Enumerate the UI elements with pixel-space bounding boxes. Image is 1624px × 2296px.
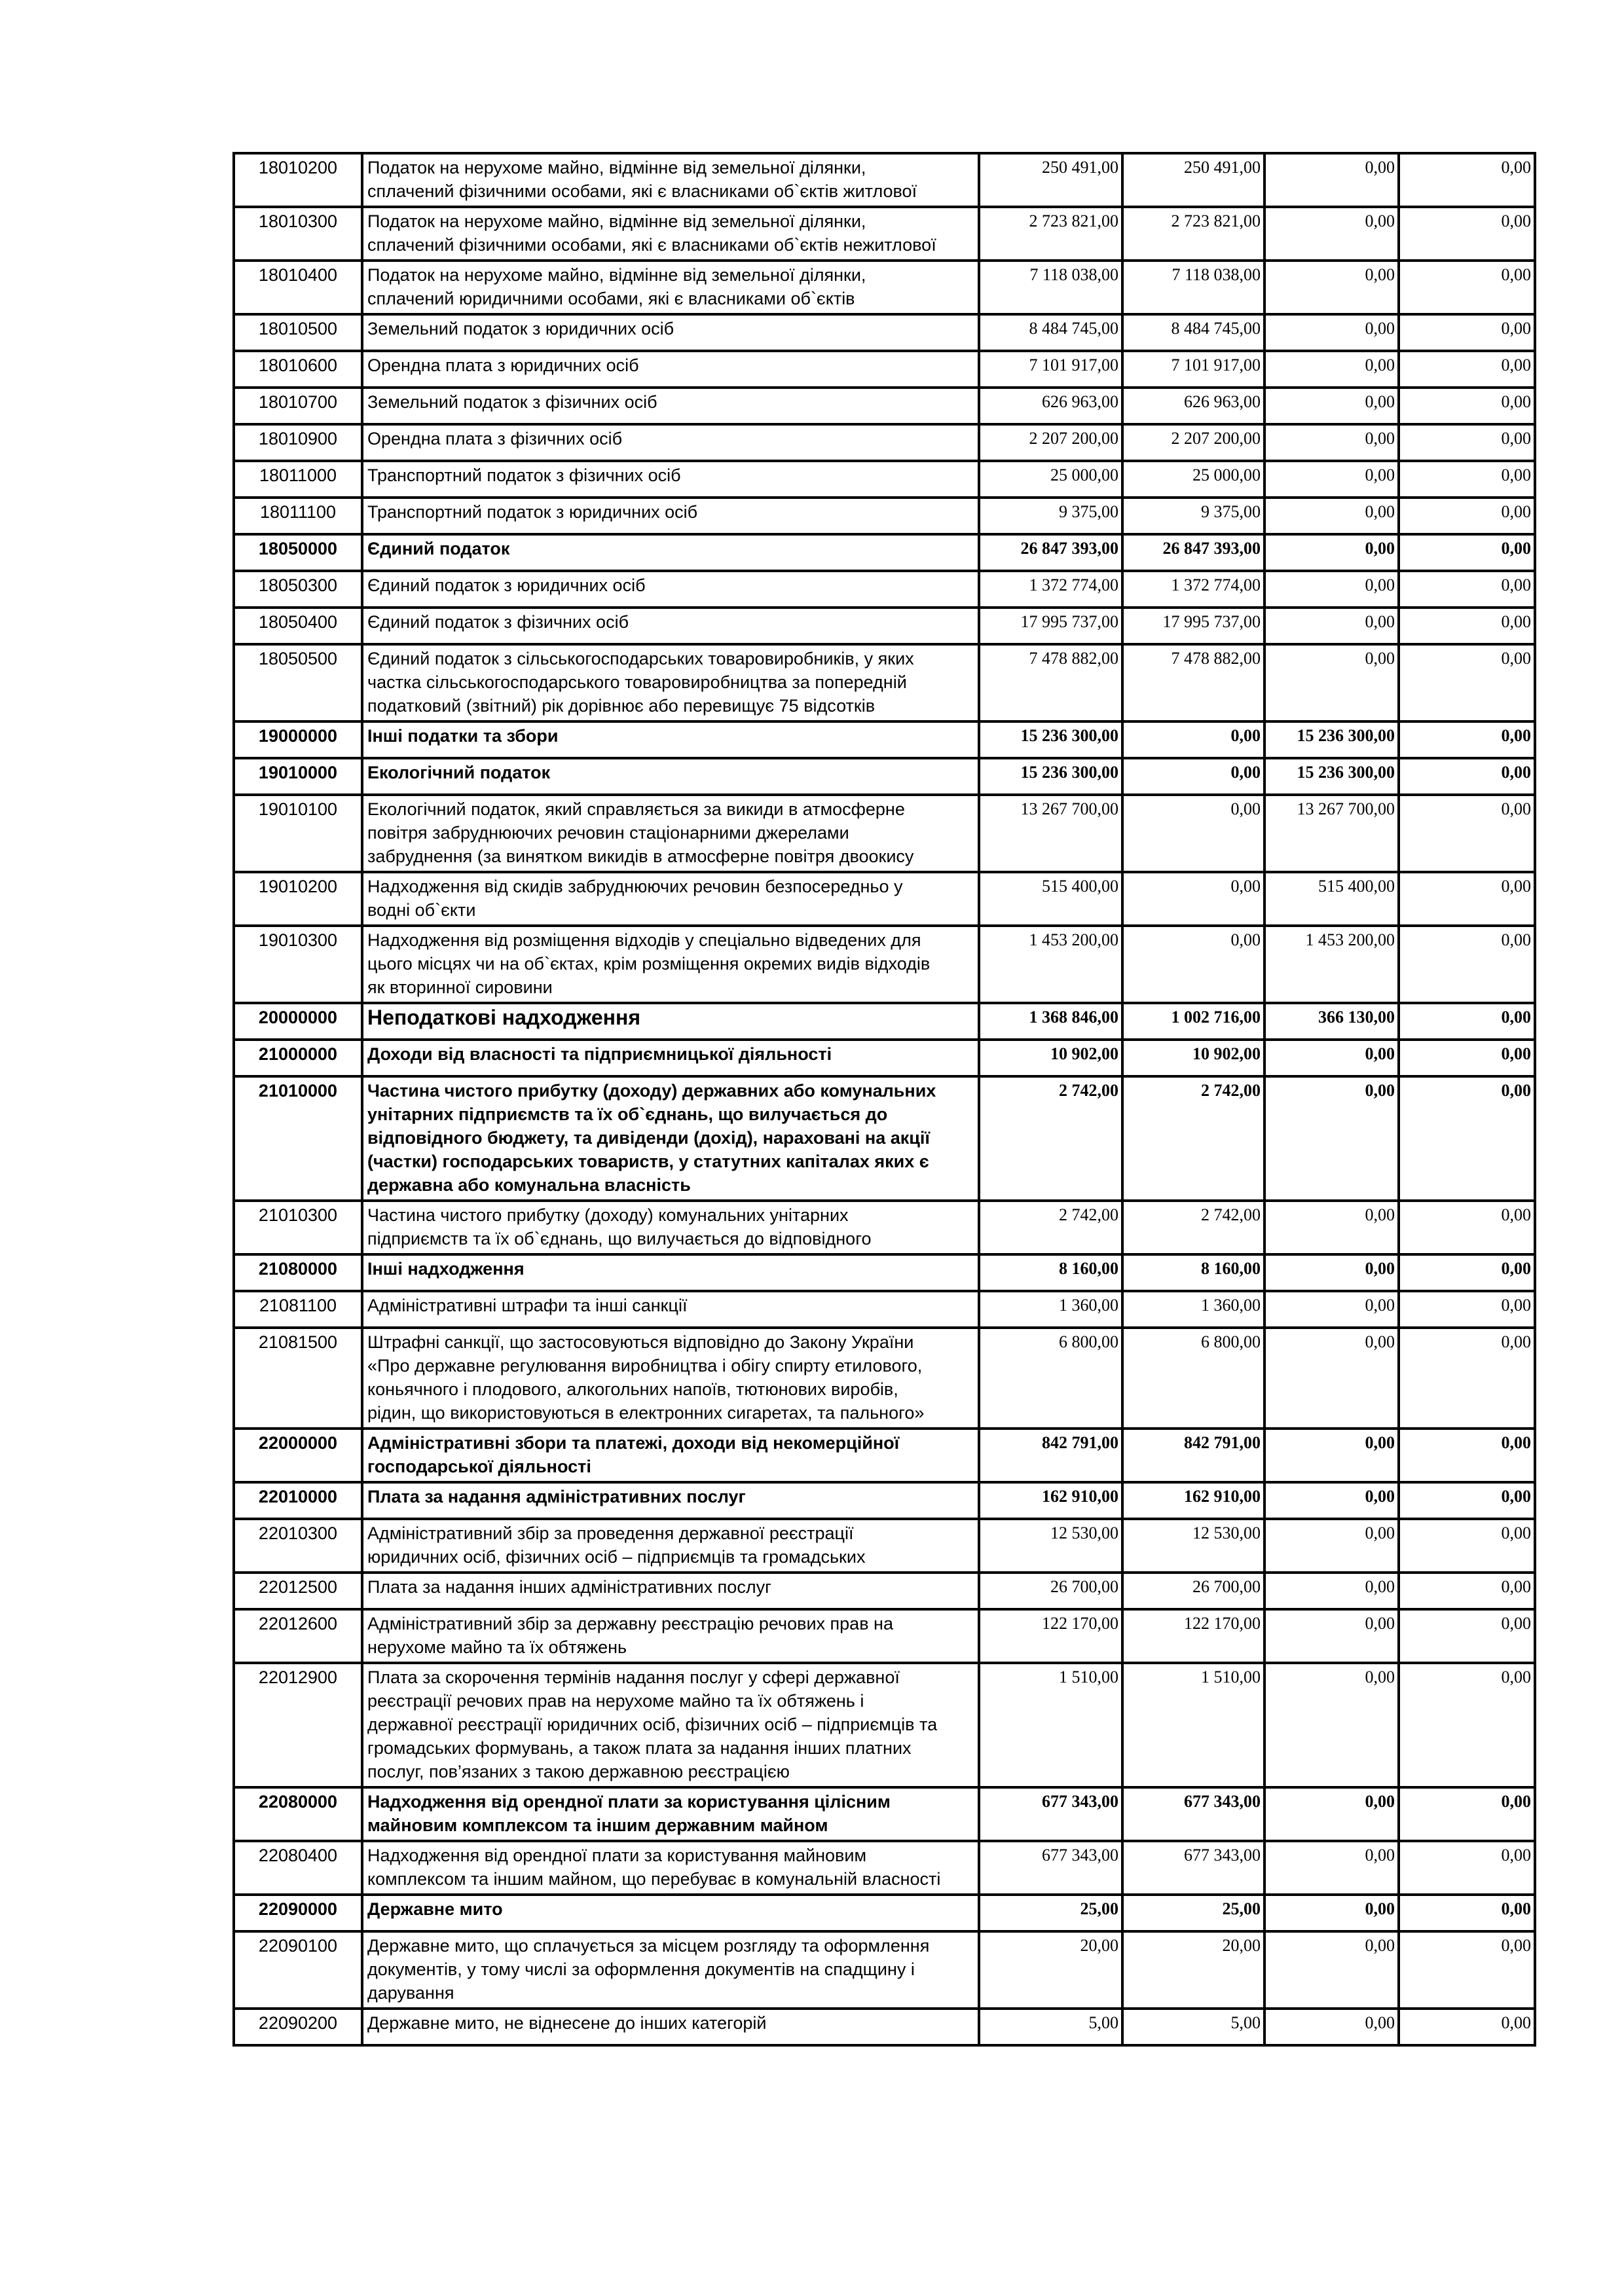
table-row [234,758,1535,795]
revenue-name-cell: Державне мито [362,1895,979,1931]
table-row [234,388,1535,424]
table-row [234,261,1535,314]
special-fund-cell: 0,00 [1264,2009,1399,2045]
classification-code-cell: 20000000 [234,1003,362,1040]
revenue-name-cell: Орендна плата з юридичних осіб [362,351,979,388]
revenue-name-cell: Земельний податок з фізичних осіб [362,388,979,424]
table-row [234,644,1535,721]
revenue-name-cell: Екологічний податок [362,758,979,795]
development-budget-cell: 0,00 [1399,1663,1535,1787]
total-amount-cell: 626 963,00 [979,388,1122,424]
development-budget-cell: 0,00 [1399,1573,1535,1609]
classification-code-cell: 18010500 [234,314,362,351]
table-row [234,1040,1535,1076]
development-budget-cell: 0,00 [1399,1291,1535,1328]
general-fund-cell: 1 510,00 [1122,1663,1264,1787]
total-amount-cell: 13 267 700,00 [979,795,1122,872]
table-row [234,721,1535,758]
special-fund-cell: 0,00 [1264,1787,1399,1841]
total-amount-cell: 15 236 300,00 [979,721,1122,758]
development-budget-cell: 0,00 [1399,351,1535,388]
development-budget-cell: 0,00 [1399,424,1535,461]
total-amount-cell: 2 207 200,00 [979,424,1122,461]
revenue-name-cell: Плата за скорочення термінів надання послуг у сфері державної реєстрації речових прав на нерухоме майно та їх обтяжень і державної реєстрації юридичних осіб, фізичних осіб – підприємців та громадських формувань, а також плата за надання інших платних послуг, пов’язаних з такою державною реєстрацією [362,1663,979,1787]
revenue-name-cell: Державне мито, що сплачується за місцем розгляду та оформлення документів, у тому числі за оформлення документів на спадщину і дарування [362,1931,979,2009]
table-row [234,2009,1535,2045]
general-fund-cell: 7 118 038,00 [1122,261,1264,314]
total-amount-cell: 677 343,00 [979,1787,1122,1841]
total-amount-cell: 26 700,00 [979,1573,1122,1609]
total-amount-cell: 677 343,00 [979,1841,1122,1895]
table-row [234,1003,1535,1040]
total-amount-cell: 1 372 774,00 [979,571,1122,608]
total-amount-cell: 6 800,00 [979,1328,1122,1429]
general-fund-cell: 26 700,00 [1122,1573,1264,1609]
special-fund-cell: 0,00 [1264,1429,1399,1482]
total-amount-cell: 515 400,00 [979,872,1122,926]
total-amount-cell: 17 995 737,00 [979,608,1122,644]
general-fund-cell: 6 800,00 [1122,1328,1264,1429]
classification-code-cell: 21081500 [234,1328,362,1429]
development-budget-cell: 0,00 [1399,1787,1535,1841]
classification-code-cell: 18010900 [234,424,362,461]
development-budget-cell: 0,00 [1399,2009,1535,2045]
total-amount-cell: 7 118 038,00 [979,261,1122,314]
general-fund-cell: 25 000,00 [1122,461,1264,498]
development-budget-cell: 0,00 [1399,926,1535,1003]
table-row [234,1609,1535,1663]
table-row [234,1482,1535,1519]
classification-code-cell: 21010300 [234,1201,362,1254]
general-fund-cell: 1 372 774,00 [1122,571,1264,608]
table-row [234,1573,1535,1609]
development-budget-cell: 0,00 [1399,644,1535,721]
total-amount-cell: 1 510,00 [979,1663,1122,1787]
special-fund-cell: 0,00 [1264,153,1399,207]
special-fund-cell: 0,00 [1264,1328,1399,1429]
revenue-table [232,152,1536,2047]
special-fund-cell: 0,00 [1264,571,1399,608]
table-row [234,571,1535,608]
special-fund-cell: 0,00 [1264,1482,1399,1519]
special-fund-cell: 0,00 [1264,534,1399,571]
table-row [234,424,1535,461]
classification-code-cell: 18011100 [234,498,362,534]
general-fund-cell: 2 742,00 [1122,1201,1264,1254]
development-budget-cell: 0,00 [1399,534,1535,571]
general-fund-cell: 10 902,00 [1122,1040,1264,1076]
revenue-name-cell: Єдиний податок [362,534,979,571]
classification-code-cell: 18050000 [234,534,362,571]
classification-code-cell: 18050300 [234,571,362,608]
development-budget-cell: 0,00 [1399,1841,1535,1895]
special-fund-cell: 0,00 [1264,1076,1399,1201]
classification-code-cell: 18050400 [234,608,362,644]
development-budget-cell: 0,00 [1399,1931,1535,2009]
special-fund-cell: 0,00 [1264,261,1399,314]
revenue-name-cell: Плата за надання адміністративних послуг [362,1482,979,1519]
development-budget-cell: 0,00 [1399,1609,1535,1663]
development-budget-cell: 0,00 [1399,872,1535,926]
classification-code-cell: 19010200 [234,872,362,926]
table-row [234,926,1535,1003]
total-amount-cell: 5,00 [979,2009,1122,2045]
development-budget-cell: 0,00 [1399,1040,1535,1076]
development-budget-cell: 0,00 [1399,1519,1535,1573]
classification-code-cell: 22000000 [234,1429,362,1482]
table-row [234,153,1535,207]
revenue-name-cell: Транспортний податок з фізичних осіб [362,461,979,498]
general-fund-cell: 7 101 917,00 [1122,351,1264,388]
revenue-name-cell: Транспортний податок з юридичних осіб [362,498,979,534]
total-amount-cell: 1 453 200,00 [979,926,1122,1003]
revenue-name-cell: Податок на нерухоме майно, відмінне від земельної ділянки, сплачений фізичними особами, які є власниками об`єктів нежитлової [362,207,979,261]
table-row [234,1201,1535,1254]
classification-code-cell: 19010000 [234,758,362,795]
special-fund-cell: 0,00 [1264,314,1399,351]
special-fund-cell: 0,00 [1264,1931,1399,2009]
classification-code-cell: 22010000 [234,1482,362,1519]
classification-code-cell: 18010200 [234,153,362,207]
total-amount-cell: 2 723 821,00 [979,207,1122,261]
table-row [234,1254,1535,1291]
total-amount-cell: 122 170,00 [979,1609,1122,1663]
special-fund-cell: 0,00 [1264,498,1399,534]
revenue-name-cell: Адміністративні штрафи та інші санкції [362,1291,979,1328]
classification-code-cell: 21010000 [234,1076,362,1201]
table-row [234,1663,1535,1787]
general-fund-cell: 626 963,00 [1122,388,1264,424]
development-budget-cell: 0,00 [1399,498,1535,534]
revenue-name-cell: Адміністративні збори та платежі, доходи від некомерційної господарської діяльності [362,1429,979,1482]
general-fund-cell: 2 723 821,00 [1122,207,1264,261]
table-row [234,1519,1535,1573]
revenue-name-cell: Штрафні санкції, що застосовуються відповідно до Закону України «Про державне регулювання виробництва і обігу спирту етилового, коньячного і плодового, алкогольних напоїв, тютюнових виробів, рідин, що використовуються в електронних сигаретах, та пального» [362,1328,979,1429]
total-amount-cell: 1 360,00 [979,1291,1122,1328]
classification-code-cell: 19010300 [234,926,362,1003]
total-amount-cell: 162 910,00 [979,1482,1122,1519]
classification-code-cell: 22012900 [234,1663,362,1787]
general-fund-cell: 8 484 745,00 [1122,314,1264,351]
revenue-name-cell: Інші надходження [362,1254,979,1291]
table-row [234,314,1535,351]
table-row [234,534,1535,571]
total-amount-cell: 2 742,00 [979,1201,1122,1254]
general-fund-cell: 7 478 882,00 [1122,644,1264,721]
revenue-name-cell: Надходження від скидів забруднюючих речовин безпосередньо у водні об`єкти [362,872,979,926]
special-fund-cell: 15 236 300,00 [1264,758,1399,795]
table-row [234,795,1535,872]
development-budget-cell: 0,00 [1399,1254,1535,1291]
revenue-name-cell: Єдиний податок з юридичних осіб [362,571,979,608]
revenue-name-cell: Інші податки та збори [362,721,979,758]
special-fund-cell: 0,00 [1264,1519,1399,1573]
revenue-name-cell: Податок на нерухоме майно, відмінне від земельної ділянки, сплачений юридичними особами, які є власниками об`єктів [362,261,979,314]
general-fund-cell: 0,00 [1122,721,1264,758]
total-amount-cell: 7 478 882,00 [979,644,1122,721]
classification-code-cell: 22080400 [234,1841,362,1895]
special-fund-cell: 0,00 [1264,388,1399,424]
revenue-name-cell: Надходження від орендної плати за користування майновим комплексом та іншим майном, що перебуває в комунальній власності [362,1841,979,1895]
development-budget-cell: 0,00 [1399,314,1535,351]
revenue-name-cell: Доходи від власності та підприємницької діяльності [362,1040,979,1076]
total-amount-cell: 15 236 300,00 [979,758,1122,795]
total-amount-cell: 7 101 917,00 [979,351,1122,388]
development-budget-cell: 0,00 [1399,261,1535,314]
table-row [234,1076,1535,1201]
table-row [234,872,1535,926]
table-row [234,207,1535,261]
general-fund-cell: 12 530,00 [1122,1519,1264,1573]
revenue-name-cell: Адміністративний збір за проведення державної реєстрації юридичних осіб, фізичних осіб – підприємців та громадських [362,1519,979,1573]
special-fund-cell: 0,00 [1264,207,1399,261]
development-budget-cell: 0,00 [1399,721,1535,758]
revenue-name-cell: Державне мито, не віднесене до інших категорій [362,2009,979,2045]
classification-code-cell: 22090000 [234,1895,362,1931]
general-fund-cell: 842 791,00 [1122,1429,1264,1482]
special-fund-cell: 0,00 [1264,1841,1399,1895]
total-amount-cell: 25,00 [979,1895,1122,1931]
total-amount-cell: 26 847 393,00 [979,534,1122,571]
classification-code-cell: 22090100 [234,1931,362,2009]
total-amount-cell: 1 368 846,00 [979,1003,1122,1040]
development-budget-cell: 0,00 [1399,388,1535,424]
special-fund-cell: 0,00 [1264,1663,1399,1787]
special-fund-cell: 0,00 [1264,424,1399,461]
total-amount-cell: 842 791,00 [979,1429,1122,1482]
classification-code-cell: 22090200 [234,2009,362,2045]
revenue-name-cell: Надходження від розміщення відходів у спеціально відведених для цього місцях чи на об`єктах, крім розміщення окремих видів відходів як вторинної сировини [362,926,979,1003]
general-fund-cell: 25,00 [1122,1895,1264,1931]
special-fund-cell: 0,00 [1264,608,1399,644]
development-budget-cell: 0,00 [1399,608,1535,644]
development-budget-cell: 0,00 [1399,461,1535,498]
development-budget-cell: 0,00 [1399,758,1535,795]
general-fund-cell: 250 491,00 [1122,153,1264,207]
development-budget-cell: 0,00 [1399,1201,1535,1254]
table-row [234,1787,1535,1841]
general-fund-cell: 17 995 737,00 [1122,608,1264,644]
general-fund-cell: 0,00 [1122,872,1264,926]
general-fund-cell: 0,00 [1122,795,1264,872]
classification-code-cell: 21080000 [234,1254,362,1291]
revenue-name-cell: Частина чистого прибутку (доходу) державних або комунальних унітарних підприємств та їх об`єднань, що вилучається до відповідного бюджету, та дивіденди (дохід), нараховані на акції (частки) господарських товариств, у статутних капіталах яких є державна або комунальна власність [362,1076,979,1201]
classification-code-cell: 21081100 [234,1291,362,1328]
classification-code-cell: 19000000 [234,721,362,758]
revenue-name-cell: Плата за надання інших адміністративних послуг [362,1573,979,1609]
revenue-name-cell: Єдиний податок з сільськогосподарських товаровиробників, у яких частка сільськогосподарського товаровиробництва за попередній податковий (звітний) рік дорівнює або перевищує 75 відсотків [362,644,979,721]
general-fund-cell: 1 360,00 [1122,1291,1264,1328]
table-body [234,153,1535,2045]
revenue-name-cell: Екологічний податок, який справляється за викиди в атмосферне повітря забруднюючих речовин стаціонарними джерелами забруднення (за винятком викидів в атмосферне повітря двоокису [362,795,979,872]
revenue-name-cell: Частина чистого прибутку (доходу) комунальних унітарних підприємств та їх об`єднань, що вилучається до відповідного [362,1201,979,1254]
revenue-name-cell: Неподаткові надходження [362,1003,979,1040]
classification-code-cell: 22012600 [234,1609,362,1663]
table-row [234,1328,1535,1429]
special-fund-cell: 13 267 700,00 [1264,795,1399,872]
development-budget-cell: 0,00 [1399,1076,1535,1201]
classification-code-cell: 18010400 [234,261,362,314]
special-fund-cell: 1 453 200,00 [1264,926,1399,1003]
special-fund-cell: 0,00 [1264,644,1399,721]
general-fund-cell: 0,00 [1122,926,1264,1003]
total-amount-cell: 250 491,00 [979,153,1122,207]
revenue-name-cell: Орендна плата з фізичних осіб [362,424,979,461]
table-row [234,351,1535,388]
general-fund-cell: 122 170,00 [1122,1609,1264,1663]
special-fund-cell: 0,00 [1264,1291,1399,1328]
general-fund-cell: 677 343,00 [1122,1787,1264,1841]
special-fund-cell: 0,00 [1264,461,1399,498]
special-fund-cell: 0,00 [1264,1040,1399,1076]
general-fund-cell: 677 343,00 [1122,1841,1264,1895]
special-fund-cell: 0,00 [1264,1254,1399,1291]
revenue-name-cell: Податок на нерухоме майно, відмінне від земельної ділянки, сплачений фізичними особами, які є власниками об`єктів житлової [362,153,979,207]
development-budget-cell: 0,00 [1399,1482,1535,1519]
special-fund-cell: 366 130,00 [1264,1003,1399,1040]
special-fund-cell: 15 236 300,00 [1264,721,1399,758]
classification-code-cell: 19010100 [234,795,362,872]
general-fund-cell: 1 002 716,00 [1122,1003,1264,1040]
total-amount-cell: 10 902,00 [979,1040,1122,1076]
special-fund-cell: 0,00 [1264,1609,1399,1663]
special-fund-cell: 0,00 [1264,1201,1399,1254]
classification-code-cell: 22080000 [234,1787,362,1841]
table-row [234,1291,1535,1328]
classification-code-cell: 18010300 [234,207,362,261]
total-amount-cell: 8 484 745,00 [979,314,1122,351]
table-row [234,1931,1535,2009]
general-fund-cell: 8 160,00 [1122,1254,1264,1291]
development-budget-cell: 0,00 [1399,1429,1535,1482]
table-row [234,1841,1535,1895]
table-row [234,1429,1535,1482]
table-row [234,608,1535,644]
table-row [234,461,1535,498]
classification-code-cell: 18050500 [234,644,362,721]
total-amount-cell: 9 375,00 [979,498,1122,534]
special-fund-cell: 0,00 [1264,351,1399,388]
total-amount-cell: 12 530,00 [979,1519,1122,1573]
development-budget-cell: 0,00 [1399,207,1535,261]
general-fund-cell: 26 847 393,00 [1122,534,1264,571]
classification-code-cell: 18010600 [234,351,362,388]
development-budget-cell: 0,00 [1399,1003,1535,1040]
general-fund-cell: 0,00 [1122,758,1264,795]
general-fund-cell: 162 910,00 [1122,1482,1264,1519]
special-fund-cell: 515 400,00 [1264,872,1399,926]
classification-code-cell: 21000000 [234,1040,362,1076]
special-fund-cell: 0,00 [1264,1895,1399,1931]
special-fund-cell: 0,00 [1264,1573,1399,1609]
development-budget-cell: 0,00 [1399,153,1535,207]
general-fund-cell: 5,00 [1122,2009,1264,2045]
development-budget-cell: 0,00 [1399,795,1535,872]
total-amount-cell: 2 742,00 [979,1076,1122,1201]
total-amount-cell: 25 000,00 [979,461,1122,498]
classification-code-cell: 22010300 [234,1519,362,1573]
general-fund-cell: 2 207 200,00 [1122,424,1264,461]
classification-code-cell: 22012500 [234,1573,362,1609]
development-budget-cell: 0,00 [1399,571,1535,608]
revenue-name-cell: Земельний податок з юридичних осіб [362,314,979,351]
general-fund-cell: 20,00 [1122,1931,1264,2009]
classification-code-cell: 18010700 [234,388,362,424]
total-amount-cell: 20,00 [979,1931,1122,2009]
development-budget-cell: 0,00 [1399,1328,1535,1429]
revenue-name-cell: Адміністративний збір за державну реєстрацію речових прав на нерухоме майно та їх обтяжень [362,1609,979,1663]
revenue-name-cell: Єдиний податок з фізичних осіб [362,608,979,644]
total-amount-cell: 8 160,00 [979,1254,1122,1291]
general-fund-cell: 9 375,00 [1122,498,1264,534]
general-fund-cell: 2 742,00 [1122,1076,1264,1201]
table-row [234,498,1535,534]
table-row [234,1895,1535,1931]
classification-code-cell: 18011000 [234,461,362,498]
revenue-name-cell: Надходження від орендної плати за користування цілісним майновим комплексом та іншим державним майном [362,1787,979,1841]
development-budget-cell: 0,00 [1399,1895,1535,1931]
